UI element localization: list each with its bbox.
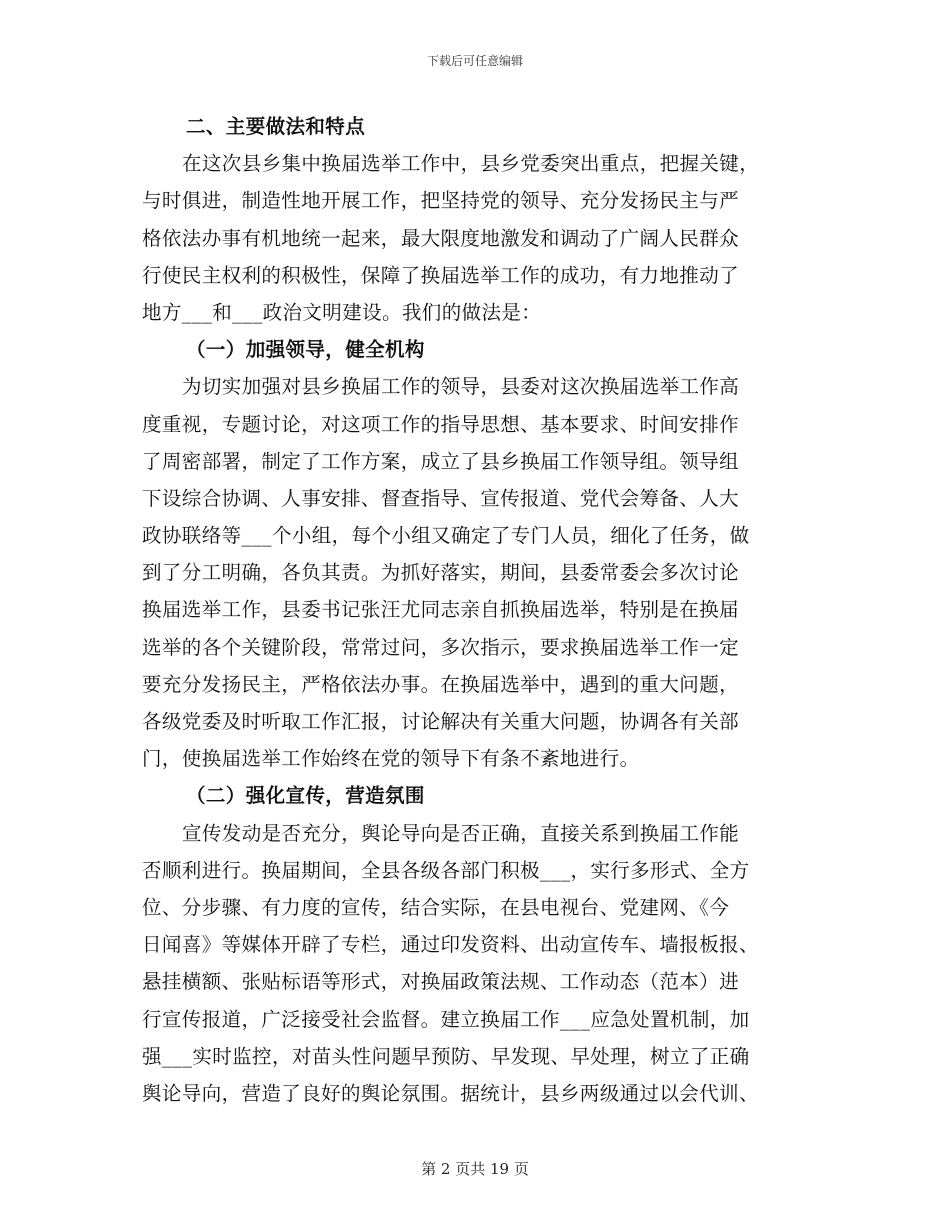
paragraph-line: 各级党委及时听取工作汇报，讨论解决有关重大问题，协调各有关部 [142,710,740,733]
paragraph-line: 与时俱进，制造性地开展工作，把坚持党的领导、充分发扬民主与严 [142,189,740,213]
page-footer: 第 2 页共 19 页 [421,1160,529,1178]
paragraph-line: 为切实加强对县乡换届工作的领导，县委对这次换届选举工作高 [182,375,740,399]
paragraph-line: 了周密部署，制定了工作方案，成立了县乡换届工作领导组。领导组 [142,449,740,473]
page-header: 下载后可任意编辑 [426,54,523,68]
paragraph-line: 地方___和___政治文明建设。我们的做法是： [142,300,542,324]
paragraph-line: 行宣传报道，广泛接受社会监督。建立换届工作___应急处置机制，加 [142,1007,750,1031]
paragraph-line: 政协联络等___个小组，每个小组又确定了专门人员，细化了任务，做 [142,524,750,548]
paragraph-line: 在这次县乡集中换届选举工作中，县乡党委突出重点，把握关键， [182,152,760,176]
paragraph-line: 位、分步骤、有力度的宣传，结合实际，在县电视台、党建网、《今 [142,895,730,919]
paragraph-line: 下设综合协调、人事安排、督查指导、宣传报道、党代会筹备、人大 [142,486,740,510]
section-heading: 二、主要做法和特点 [186,115,366,138]
paragraph-line: 强___实时监控，对苗头性问题早预防、早发现、早处理，树立了正确 [142,1044,750,1068]
paragraph-line: 要充分发扬民主，严格依法办事。在换届选举中，遇到的重大问题， [142,672,740,696]
paragraph-line: 悬挂横额、张贴标语等形式，对换届政策法规、工作动态（范本）进 [142,970,740,994]
paragraph-line: 到了分工明确，各负其责。为抓好落实，期间，县委常委会多次讨论 [142,561,740,585]
paragraph-line: 行使民主权利的积极性，保障了换届选举工作的成功，有力地推动了 [142,263,740,287]
paragraph-line: 选举的各个关键阶段，常常过问，多次指示，要求换届选举工作一定 [142,635,740,659]
paragraph-line: 度重视，专题讨论，对这项工作的指导思想、基本要求、时间安排作 [142,412,740,436]
paragraph-line: 日闻喜》等媒体开辟了专栏，通过印发资料、出动宣传车、墙报板报、 [142,933,759,957]
paragraph-line: 换届选举工作，县委书记张汪尤同志亲自抓换届选举，特别是在换届 [142,598,740,622]
subsection-heading: （二）强化宣传，营造氛围 [186,784,425,808]
paragraph-line: 格依法办事有机地统一起来，最大限度地激发和调动了广阔人民群众 [142,226,740,250]
paragraph-line: 宣传发动是否充分，舆论导向是否正确，直接关系到换届工作能 [182,821,740,845]
subsection-heading: （一）加强领导，健全机构 [186,338,425,362]
paragraph-line: 门，使换届选举工作始终在党的领导下有条不紊地进行。 [142,747,640,771]
paragraph-line: 舆论导向，营造了良好的舆论氛围。据统计，县乡两级通过以会代训、 [142,1081,759,1105]
paragraph-line: 否顺利进行。换届期间，全县各级各部门积极___，实行多形式、全方 [142,858,750,882]
document-body [142,108,810,1112]
